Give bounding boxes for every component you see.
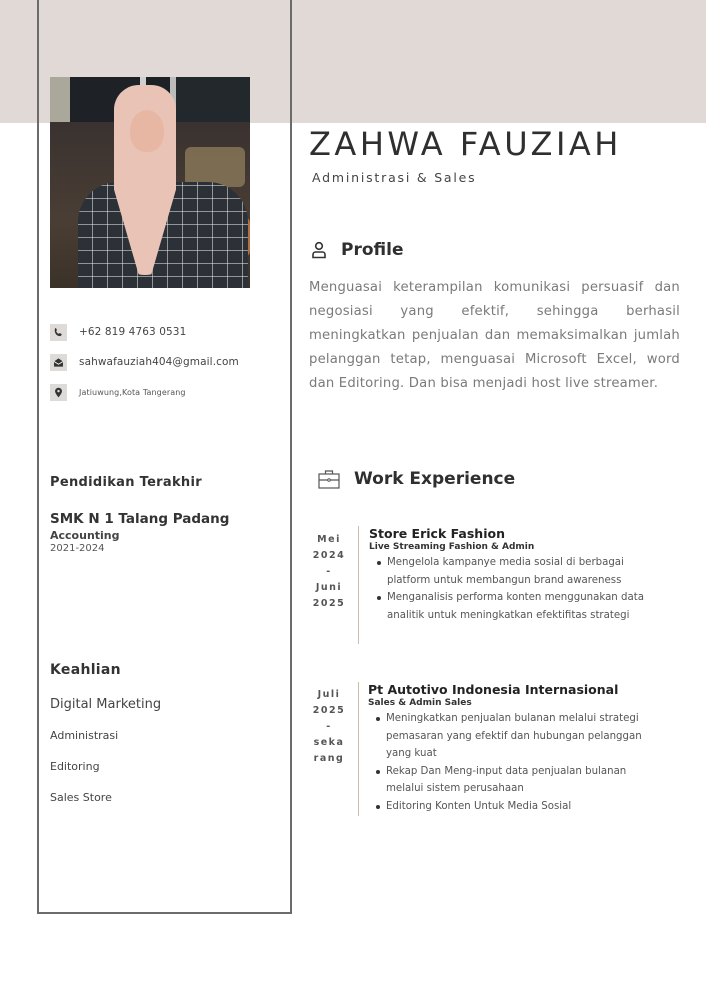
job-bullets bbox=[368, 710, 658, 815]
job-bullet: Editoring Konten Untuk Media Sosial bbox=[368, 798, 658, 816]
phone-icon bbox=[50, 324, 67, 341]
job-bullet: Mengelola kampanye media sosial di berbagai platform untuk membangun brand awareness bbox=[369, 554, 659, 589]
job-entry bbox=[309, 526, 689, 644]
school-name: SMK N 1 Talang Padang bbox=[50, 511, 230, 527]
skill-item: Editoring bbox=[50, 760, 100, 773]
contact-email bbox=[50, 352, 239, 372]
skill-item: Administrasi bbox=[50, 729, 119, 742]
job-content bbox=[368, 682, 658, 815]
company-name: Store Erick Fashion bbox=[369, 526, 505, 541]
company-name: Pt Autotivo Indonesia Internasional bbox=[368, 682, 619, 697]
phone-number[interactable]: +62 819 4763 0531 bbox=[79, 326, 187, 338]
timeline-line bbox=[358, 526, 359, 644]
profile-photo bbox=[50, 77, 250, 288]
education-heading: Pendidikan Terakhir bbox=[50, 475, 202, 490]
email-address[interactable]: sahwafauziah404@gmail.com bbox=[79, 356, 239, 368]
job-content bbox=[369, 526, 659, 624]
job-title: Administrasi & Sales bbox=[312, 170, 477, 185]
skill-item: Sales Store bbox=[50, 791, 112, 804]
full-name: ZAHWA FAUZIAH bbox=[309, 125, 622, 163]
skill-item: Digital Marketing bbox=[50, 697, 162, 712]
job-bullet: Meningkatkan penjualan bulanan melalui strategi pemasaran yang efektif dan hubungan pelanggan yang kuat bbox=[368, 710, 658, 763]
mail-icon bbox=[50, 354, 67, 371]
contact-location bbox=[50, 382, 239, 402]
work-experience-heading: Work Experience bbox=[318, 469, 515, 489]
timeline-line bbox=[358, 682, 359, 816]
contact-list bbox=[50, 322, 239, 412]
major: Accounting bbox=[50, 529, 120, 542]
skills-list bbox=[50, 697, 161, 822]
job-bullet: Rekap Dan Meng-input data penjualan bulanan melalui sistem perusahaan bbox=[368, 763, 658, 798]
job-bullets bbox=[369, 554, 659, 624]
briefcase-icon bbox=[318, 469, 340, 489]
job-dates: Juli 2025 - seka rang bbox=[312, 689, 346, 764]
profile-heading: Profile bbox=[311, 240, 403, 260]
job-dates: Mei 2024 - Juni 2025 bbox=[312, 534, 346, 609]
skills-heading: Keahlian bbox=[50, 662, 121, 678]
job-entry bbox=[309, 682, 689, 816]
job-position: Sales & Admin Sales bbox=[368, 698, 472, 708]
user-icon bbox=[311, 241, 327, 259]
job-position: Live Streaming Fashion & Admin bbox=[369, 542, 535, 552]
education-years: 2021-2024 bbox=[50, 543, 105, 554]
profile-summary: Menguasai keterampilan komunikasi persuasif dan negosiasi yang efektif, sehingga berhasil meningkatkan penjualan dan memaksimalkan jumlah pelanggan tetap, menguasai Microsoft Excel, word dan Editoring. Dan bisa menjadi host live streamer. bbox=[309, 280, 680, 391]
education-entry bbox=[50, 511, 229, 554]
job-bullet: Menganalisis performa konten menggunakan data analitik untuk meningkatkan efektifitas strategi bbox=[369, 589, 659, 624]
location-text: Jatiuwung,Kota Tangerang bbox=[79, 387, 186, 397]
location-pin-icon bbox=[50, 384, 67, 401]
contact-phone bbox=[50, 322, 239, 342]
